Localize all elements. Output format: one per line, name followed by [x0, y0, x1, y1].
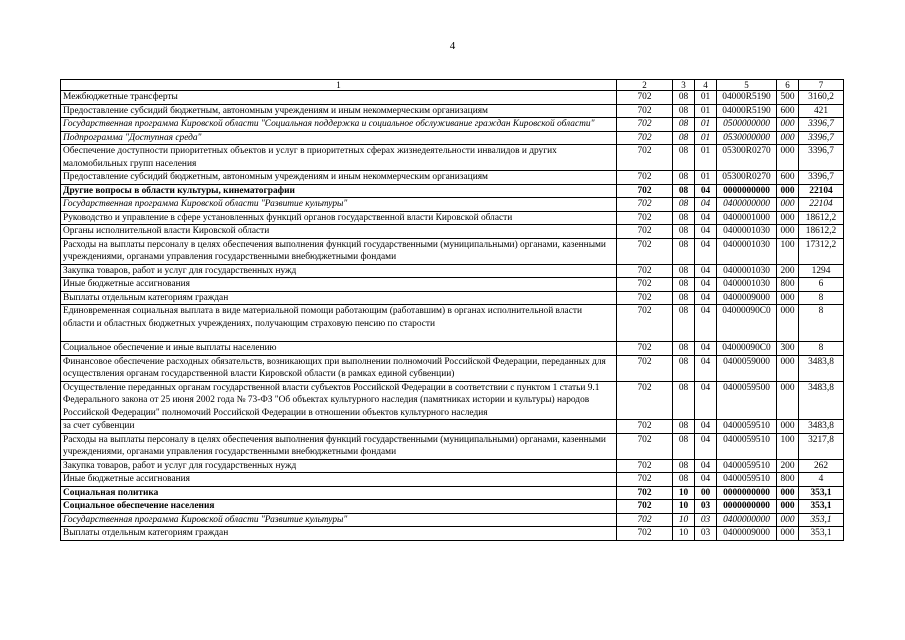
- code-cell: 702: [617, 198, 673, 212]
- target-article-cell: 05300R0270: [717, 171, 777, 185]
- row-name-cell: Предоставление субсидий бюджетным, автономным учреждениям и иным некоммерческим организациям: [61, 104, 617, 118]
- amount-cell: 3396,7: [799, 145, 844, 171]
- row-name-cell: Единовременная социальная выплата в виде материальной помощи работающим (работавшим) в органах исполнительной власти области и областных бюджетных учреждениях, получающим страховую пенсию по старости: [61, 305, 617, 342]
- amount-cell: 3160,2: [799, 91, 844, 105]
- subsection-cell: 04: [695, 278, 717, 292]
- section-cell: 08: [673, 145, 695, 171]
- expense-type-cell: 800: [777, 473, 799, 487]
- row-name-cell: Осуществление переданных органам государственной власти субъектов Российской Федерации в соответствии с пунктом 1 статьи 9.1 Федерального закона от 25 июня 2002 года № 73-ФЗ "Об объектах культурного наследия (памятниках истории и культуры) народов Российской Федерации" полномочий Российской Федерации в отношении объектов культурного наследия: [61, 381, 617, 420]
- row-name-cell: Выплаты отдельным категориям граждан: [61, 291, 617, 305]
- code-cell: 702: [617, 355, 673, 381]
- row-name-cell: Государственная программа Кировской области "Социальная поддержка и социальное обслуживание граждан Кировской области": [61, 118, 617, 132]
- code-cell: 702: [617, 91, 673, 105]
- code-cell: 702: [617, 420, 673, 434]
- subsection-cell: 04: [695, 381, 717, 420]
- section-cell: 08: [673, 459, 695, 473]
- section-cell: 10: [673, 513, 695, 527]
- section-cell: 08: [673, 184, 695, 198]
- amount-cell: 353,1: [799, 486, 844, 500]
- subsection-cell: 04: [695, 238, 717, 264]
- subsection-cell: 04: [695, 420, 717, 434]
- header-cell-3: 3: [673, 80, 695, 91]
- section-cell: 08: [673, 91, 695, 105]
- code-cell: 702: [617, 473, 673, 487]
- section-cell: 10: [673, 527, 695, 541]
- section-cell: 08: [673, 420, 695, 434]
- table-row: [61, 433, 844, 459]
- code-cell: 702: [617, 278, 673, 292]
- target-article-cell: 0530000000: [717, 131, 777, 145]
- row-name-cell: Финансовое обеспечение расходных обязательств, возникающих при выполнении полномочий Российской Федерации, переданных для осуществления органам государственной власти Кировской области (в рамках единой субвенции): [61, 355, 617, 381]
- code-cell: 702: [617, 500, 673, 514]
- target-article-cell: 0400059510: [717, 420, 777, 434]
- table-row: [61, 118, 844, 132]
- code-cell: 702: [617, 225, 673, 239]
- code-cell: 702: [617, 211, 673, 225]
- subsection-cell: 04: [695, 342, 717, 356]
- section-cell: 10: [673, 500, 695, 514]
- row-name-cell: Социальное обеспечение населения: [61, 500, 617, 514]
- subsection-cell: 01: [695, 131, 717, 145]
- target-article-cell: 04000090C0: [717, 342, 777, 356]
- page-number: 4: [449, 40, 456, 52]
- expense-type-cell: 000: [777, 513, 799, 527]
- target-article-cell: 04000R5190: [717, 104, 777, 118]
- row-name-cell: Предоставление субсидий бюджетным, автономным учреждениям и иным некоммерческим организациям: [61, 171, 617, 185]
- header-cell-6: 6: [777, 80, 799, 91]
- subsection-cell: 04: [695, 459, 717, 473]
- row-name-cell: Расходы на выплаты персоналу в целях обеспечения выполнения функций государственными (муниципальными) органами, казенными учреждениями, органами управления государственными внебюджетными фондами: [61, 238, 617, 264]
- table-row: [61, 238, 844, 264]
- expense-type-cell: 000: [777, 486, 799, 500]
- table-row: [61, 486, 844, 500]
- row-name-cell: Расходы на выплаты персоналу в целях обеспечения выполнения функций государственными (муниципальными) органами, казенными учреждениями, органами управления государственными внебюджетными фондами: [61, 433, 617, 459]
- section-cell: 08: [673, 433, 695, 459]
- target-article-cell: 05300R0270: [717, 145, 777, 171]
- section-cell: 08: [673, 381, 695, 420]
- code-cell: 702: [617, 264, 673, 278]
- table-row: [61, 459, 844, 473]
- amount-cell: 421: [799, 104, 844, 118]
- table-row: [61, 264, 844, 278]
- amount-cell: 8: [799, 342, 844, 356]
- subsection-cell: 04: [695, 473, 717, 487]
- subsection-cell: 04: [695, 355, 717, 381]
- expense-type-cell: 600: [777, 104, 799, 118]
- expense-type-cell: 000: [777, 118, 799, 132]
- table-row: [61, 305, 844, 342]
- header-row: [61, 80, 844, 91]
- subsection-cell: 04: [695, 291, 717, 305]
- row-name-cell: за счет субвенции: [61, 420, 617, 434]
- table-row: [61, 225, 844, 239]
- subsection-cell: 04: [695, 225, 717, 239]
- code-cell: 702: [617, 305, 673, 342]
- table-row: [61, 278, 844, 292]
- section-cell: 08: [673, 171, 695, 185]
- subsection-cell: 01: [695, 104, 717, 118]
- target-article-cell: 0400001030: [717, 264, 777, 278]
- amount-cell: 8: [799, 305, 844, 342]
- amount-cell: 3217,8: [799, 433, 844, 459]
- amount-cell: 8: [799, 291, 844, 305]
- subsection-cell: 01: [695, 171, 717, 185]
- expense-type-cell: 000: [777, 145, 799, 171]
- code-cell: 702: [617, 433, 673, 459]
- table-row: [61, 473, 844, 487]
- table-row: [61, 420, 844, 434]
- row-name-cell: Межбюджетные трансферты: [61, 91, 617, 105]
- amount-cell: 3483,8: [799, 355, 844, 381]
- target-article-cell: 0400009000: [717, 527, 777, 541]
- expense-type-cell: 100: [777, 238, 799, 264]
- amount-cell: 4: [799, 473, 844, 487]
- code-cell: 702: [617, 459, 673, 473]
- subsection-cell: 01: [695, 145, 717, 171]
- expense-type-cell: 000: [777, 500, 799, 514]
- amount-cell: 262: [799, 459, 844, 473]
- table-row: [61, 211, 844, 225]
- amount-cell: 22104: [799, 184, 844, 198]
- table-row: [61, 145, 844, 171]
- target-article-cell: 0000000000: [717, 500, 777, 514]
- table-row: [61, 291, 844, 305]
- row-name-cell: Органы исполнительной власти Кировской области: [61, 225, 617, 239]
- row-name-cell: Руководство и управление в сфере установленных функций органов государственной власти Кировской области: [61, 211, 617, 225]
- code-cell: 702: [617, 184, 673, 198]
- target-article-cell: 0000000000: [717, 184, 777, 198]
- code-cell: 702: [617, 238, 673, 264]
- expense-type-cell: 500: [777, 91, 799, 105]
- amount-cell: 353,1: [799, 500, 844, 514]
- target-article-cell: 0400001030: [717, 238, 777, 264]
- subsection-cell: 03: [695, 513, 717, 527]
- table-body: [61, 91, 844, 541]
- target-article-cell: 0400059510: [717, 433, 777, 459]
- amount-cell: 3396,7: [799, 131, 844, 145]
- target-article-cell: 0000000000: [717, 486, 777, 500]
- section-cell: 08: [673, 342, 695, 356]
- code-cell: 702: [617, 171, 673, 185]
- amount-cell: 3396,7: [799, 171, 844, 185]
- expense-type-cell: 000: [777, 198, 799, 212]
- expense-type-cell: 000: [777, 420, 799, 434]
- row-name-cell: Подпрограмма "Доступная среда": [61, 131, 617, 145]
- row-name-cell: Социальное обеспечение и иные выплаты населению: [61, 342, 617, 356]
- target-article-cell: 0400059510: [717, 473, 777, 487]
- amount-cell: 3483,8: [799, 381, 844, 420]
- budget-table: [60, 79, 844, 541]
- target-article-cell: 0400059510: [717, 459, 777, 473]
- section-cell: 08: [673, 305, 695, 342]
- subsection-cell: 04: [695, 264, 717, 278]
- code-cell: 702: [617, 486, 673, 500]
- table-row: [61, 184, 844, 198]
- expense-type-cell: 000: [777, 131, 799, 145]
- expense-type-cell: 000: [777, 211, 799, 225]
- section-cell: 08: [673, 131, 695, 145]
- section-cell: 08: [673, 211, 695, 225]
- section-cell: 08: [673, 238, 695, 264]
- section-cell: 08: [673, 355, 695, 381]
- target-article-cell: 0400001030: [717, 225, 777, 239]
- amount-cell: 18612,2: [799, 225, 844, 239]
- target-article-cell: 0500000000: [717, 118, 777, 132]
- target-article-cell: 04000090C0: [717, 305, 777, 342]
- header-cell-1: 1: [61, 80, 617, 91]
- subsection-cell: 04: [695, 198, 717, 212]
- subsection-cell: 01: [695, 118, 717, 132]
- target-article-cell: 0400059500: [717, 381, 777, 420]
- target-article-cell: 0400059000: [717, 355, 777, 381]
- header-cell-4: 4: [695, 80, 717, 91]
- table-row: [61, 198, 844, 212]
- table-row: [61, 513, 844, 527]
- row-name-cell: Иные бюджетные ассигнования: [61, 473, 617, 487]
- code-cell: 702: [617, 104, 673, 118]
- header-cell-5: 5: [717, 80, 777, 91]
- row-name-cell: Выплаты отдельным категориям граждан: [61, 527, 617, 541]
- header-cell-7: 7: [799, 80, 844, 91]
- amount-cell: 1294: [799, 264, 844, 278]
- row-name-cell: Закупка товаров, работ и услуг для государственных нужд: [61, 459, 617, 473]
- amount-cell: 18612,2: [799, 211, 844, 225]
- expense-type-cell: 000: [777, 305, 799, 342]
- subsection-cell: 00: [695, 486, 717, 500]
- code-cell: 702: [617, 381, 673, 420]
- code-cell: 702: [617, 291, 673, 305]
- subsection-cell: 01: [695, 91, 717, 105]
- expense-type-cell: 000: [777, 225, 799, 239]
- table-row: [61, 500, 844, 514]
- section-cell: 08: [673, 291, 695, 305]
- expense-type-cell: 300: [777, 342, 799, 356]
- expense-type-cell: 800: [777, 278, 799, 292]
- table-row: [61, 527, 844, 541]
- code-cell: 702: [617, 145, 673, 171]
- expense-type-cell: 000: [777, 355, 799, 381]
- target-article-cell: 04000R5190: [717, 91, 777, 105]
- amount-cell: 353,1: [799, 513, 844, 527]
- row-name-cell: Иные бюджетные ассигнования: [61, 278, 617, 292]
- code-cell: 702: [617, 118, 673, 132]
- section-cell: 08: [673, 225, 695, 239]
- subsection-cell: 04: [695, 211, 717, 225]
- row-name-cell: Государственная программа Кировской области "Развитие культуры": [61, 513, 617, 527]
- table-row: [61, 104, 844, 118]
- code-cell: 702: [617, 131, 673, 145]
- table-row: [61, 381, 844, 420]
- amount-cell: 3396,7: [799, 118, 844, 132]
- target-article-cell: 0400000000: [717, 198, 777, 212]
- amount-cell: 6: [799, 278, 844, 292]
- expense-type-cell: 000: [777, 381, 799, 420]
- code-cell: 702: [617, 527, 673, 541]
- section-cell: 08: [673, 278, 695, 292]
- subsection-cell: 03: [695, 527, 717, 541]
- expense-type-cell: 600: [777, 171, 799, 185]
- amount-cell: 3483,8: [799, 420, 844, 434]
- row-name-cell: Обеспечение доступности приоритетных объектов и услуг в приоритетных сферах жизнедеятельности инвалидов и других маломобильных групп населения: [61, 145, 617, 171]
- code-cell: 702: [617, 513, 673, 527]
- header-cell-2: 2: [617, 80, 673, 91]
- section-cell: 10: [673, 486, 695, 500]
- subsection-cell: 04: [695, 184, 717, 198]
- table-row: [61, 131, 844, 145]
- expense-type-cell: 100: [777, 433, 799, 459]
- section-cell: 08: [673, 104, 695, 118]
- amount-cell: 353,1: [799, 527, 844, 541]
- table-row: [61, 171, 844, 185]
- subsection-cell: 04: [695, 433, 717, 459]
- table-row: [61, 91, 844, 105]
- row-name-cell: Закупка товаров, работ и услуг для государственных нужд: [61, 264, 617, 278]
- table-row: [61, 355, 844, 381]
- expense-type-cell: 200: [777, 264, 799, 278]
- subsection-cell: 03: [695, 500, 717, 514]
- amount-cell: 22104: [799, 198, 844, 212]
- row-name-cell: Социальная политика: [61, 486, 617, 500]
- subsection-cell: 04: [695, 305, 717, 342]
- expense-type-cell: 000: [777, 184, 799, 198]
- table-row: [61, 342, 844, 356]
- target-article-cell: 0400001000: [717, 211, 777, 225]
- section-cell: 08: [673, 118, 695, 132]
- section-cell: 08: [673, 473, 695, 487]
- expense-type-cell: 200: [777, 459, 799, 473]
- target-article-cell: 0400000000: [717, 513, 777, 527]
- expense-type-cell: 000: [777, 291, 799, 305]
- amount-cell: 17312,2: [799, 238, 844, 264]
- section-cell: 08: [673, 198, 695, 212]
- target-article-cell: 0400009000: [717, 291, 777, 305]
- row-name-cell: Другие вопросы в области культуры, кинематографии: [61, 184, 617, 198]
- row-name-cell: Государственная программа Кировской области "Развитие культуры": [61, 198, 617, 212]
- code-cell: 702: [617, 342, 673, 356]
- target-article-cell: 0400001030: [717, 278, 777, 292]
- section-cell: 08: [673, 264, 695, 278]
- expense-type-cell: 000: [777, 527, 799, 541]
